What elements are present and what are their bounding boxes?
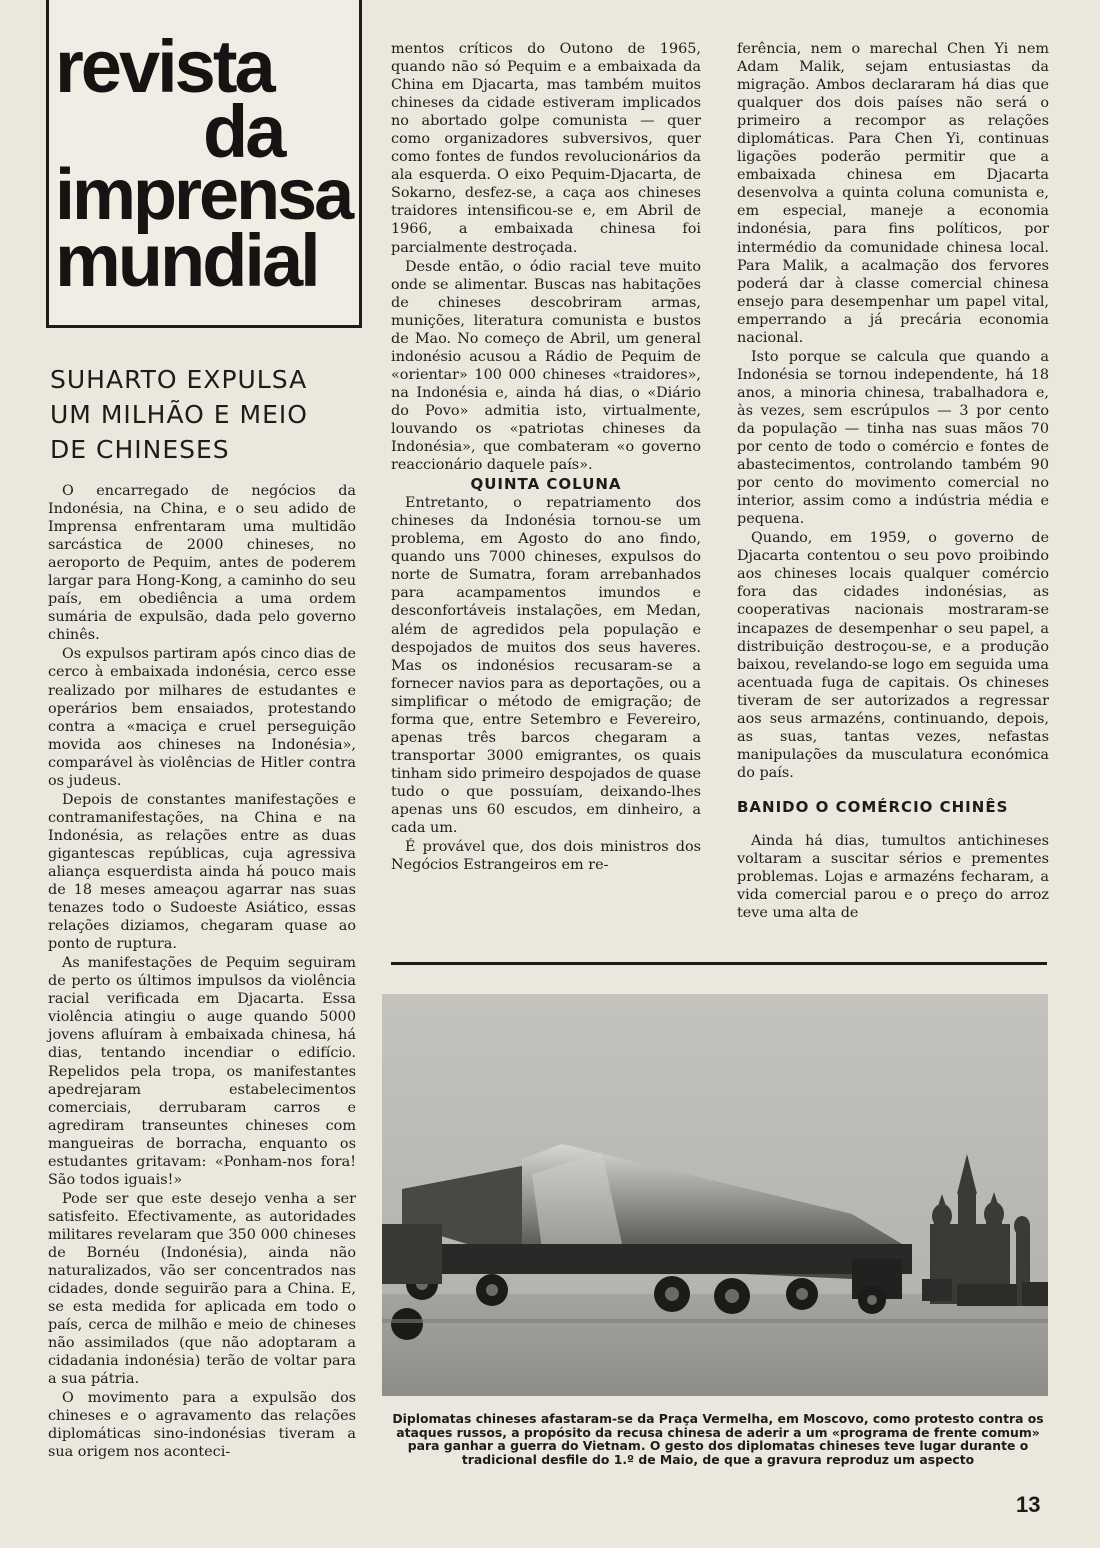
masthead-box (46, 0, 362, 328)
paragraph: Desde então, o ódio racial teve muito onde se alimentar. Buscas nas habitações de chineses descobriram armas, munições, literatura comunista e bustos de Mao. No começo de Abril, um general indonésio acusou a Rádio de Pequim de «orientar» 100 000 chineses «traidores», na Indonésia e, ainda há dias, o «Diário do Povo» admitia isto, virtualmente, louvando os «patriotas chineses da Indonésia», que combateram «o governo reaccionário daquele país». (391, 258, 701, 474)
text-column-3 (737, 40, 1049, 922)
paragraph: ferência, nem o marechal Chen Yi nem Adam Malik, sejam entusiastas da migração. Ambos declararam há dias que qualquer dos dois países não será o primeiro a recompor as relações diplomáticas. Para Chen Yi, continuas ligações poderão permitir que a embaixada chinesa em Djacarta desenvolva a quinta coluna comunista e, em especial, maneje a economia indonésia, para fins políticos, por intermédio da comunidade chinesa local. Para Malik, a acalmação dos fervores poderá dar à classe comercial chinesa ensejo para desempenhar um papel vital, emperrando a já precária economia nacional. (737, 41, 1049, 346)
text-column-2 (391, 40, 701, 874)
photo-caption: Diplomatas chineses afastaram-se da Praça Vermelha, em Moscovo, como protesto contra os ataques russos, a propósito da recusa chinesa de aderir a um «programa de frente comum» para ganhar a guerra do Vietnam. O gesto dos diplomatas chineses teve lugar durante o tradicional desfile do 1.º de Maio, de que a gravura reproduz um aspecto (392, 1411, 1044, 1467)
paragraph: O movimento para a expulsão dos chineses e o agravamento das relações diplomáticas sino-indonésias tiveram a sua origem nos aconteci- (48, 1390, 356, 1461)
paragraph: É provável que, dos dois ministros dos Negócios Estrangeiros em re- (391, 839, 701, 874)
photo-illustration (382, 994, 1048, 1396)
red-square-missile-parade-photo (382, 994, 1048, 1396)
headline-line-1: SUHARTO EXPULSA (50, 365, 308, 394)
paragraph: mentos críticos do Outono de 1965, quando não só Pequim e a embaixada da China em Djacarta, mas também muitos chineses da cidade estiveram implicados no abortado golpe comunista — quer como organizadores subversivos, quer como fontes de fundos revolucionários da ala esquerda. O eixo Pequim-Djacarta, de Sokarno, desfez-se, a caça aos chineses traidores intensificou-se e, em Abril de 1966, a embaixada chinesa foi parcialmente destroçada. (391, 41, 701, 256)
text-column-1 (48, 482, 356, 1462)
masthead-line-4: mundial (55, 218, 318, 302)
masthead-line-3: imprensa (55, 155, 352, 236)
headline-line-2: UM MILHÃO E MEIO (50, 400, 308, 429)
paragraph: Entretanto, o repatriamento dos chineses da Indonésia tornou-se um problema, em Agosto do ano findo, quando uns 7000 chineses, expulsos do norte de Sumatra, foram arrebanhados para acampamentos imundos e desconfortáveis instalações, em Medan, além de agredidos pela população e despojados de muitos dos seus haveres. Mas os indonésios recusaram-se a fornecer navios para as deportações, ou a simplificar o método de emigração; de forma que, entre Setembro e Fevereiro, apenas três barcos chegaram a transportar 3000 emigrantes, os quais tinham sido primeiro despojados de quase tudo o que possuíam, deixando-lhes apenas uns 60 escudos, em dinheiro, a cada um. (391, 495, 701, 837)
masthead-line-1: revista (55, 25, 273, 108)
paragraph: Isto porque se calcula que quando a Indonésia se tornou independente, há 18 anos, a minoria chinesa, trabalhadora e, às vezes, sem escrúpulos — 3 por cento da população — tinha nas suas mãos 70 por cento de todo o comércio e fontes de abastecimentos, controlando também 90 por cento do movimento comercial no interior, assim como a indústria média e pequena. (737, 348, 1049, 528)
horizontal-rule (391, 962, 1047, 965)
paragraph: Pode ser que este desejo venha a ser satisfeito. Efectivamente, as autoridades militares revelaram que 350 000 chineses de Bornéu (Indonésia), ainda não naturalizados, vão ser concentrados nas cidades, donde seguirão para a China. E, se esta medida for aplicada em todo o país, cerca de milhão e meio de chineses não assimilados (que não adoptaram a cidadania indonésia) terão de voltar para a sua pátria. (48, 1190, 356, 1388)
section-subhead: BANIDO O COMÉRCIO CHINÊS (737, 797, 1009, 816)
masthead-line-2: da (203, 90, 284, 174)
page-number: 13 (1016, 1492, 1041, 1517)
article-headline (50, 362, 360, 467)
paragraph: O encarregado de negócios da Indonésia, na China, e o seu adido de Imprensa enfrentaram uma multidão sarcástica de 2000 chineses, no aeroporto de Pequim, antes de poderem largar para Hong-Kong, a caminho do seu país, em obediência a uma ordem sumária de expulsão, dada pelo governo chinês. (48, 483, 356, 644)
paragraph: Ainda há dias, tumultos antichineses voltaram a suscitar sérios e prementes problemas. Lojas e armazéns fecharam, a vida comercial parou e o preço do arroz teve uma alta de (737, 832, 1049, 922)
paragraph: As manifestações de Pequim seguiram de perto os últimos impulsos da violência racial verificada em Djacarta. Essa violência atingiu o auge quando 5000 jovens afluíram à embaixada chinesa, há dias, tentando incendiar o edifício. Repelidos pela tropa, os manifestantes apedrejaram estabelecimentos comerciais, derrubaram carros e agrediram transeuntes chineses com mangueiras de borracha, enquanto os estudantes gritavam: «Ponham-nos fora! São todos iguais!» (48, 955, 356, 1188)
paragraph: Os expulsos partiram após cinco dias de cerco à embaixada indonésia, cerco esse realizado por milhares de estudantes e operários bem ensaiados, protestando contra a «maciça e cruel perseguição movida aos chineses na Indonésia», comparável às violências de Hitler contra os judeus. (48, 646, 356, 789)
paragraph: Quando, em 1959, o governo de Djacarta contentou o seu povo proibindo aos chineses locais qualquer comércio fora das cidades indonésias, as cooperativas nacionais mostraram-se incapazes de desempenhar o seu papel, a distribuição destroçou-se, e a produção baixou, revelando-se logo em seguida uma acentuada fuga de capitais. Os chineses tiveram de ser autorizados a regressar aos seus armazéns, continuando, depois, as suas, tantas vezes, nefastas manipulações da musculatura económica do país. (737, 530, 1049, 781)
headline-line-3: DE CHINESES (50, 435, 230, 464)
paragraph: Depois de constantes manifestações e contramanifestações, na China e na Indonésia, as relações entre as duas gigantescas repúblicas, cuja agressiva aliança esquerdista ainda há pouco mais de 18 meses ameaçou agarrar nas suas tenazes todo o Sudoeste Asiático, essas relações diziamos, chegaram quase ao ponto de ruptura. (48, 791, 356, 953)
section-subhead: QUINTA COLUNA (470, 475, 622, 494)
